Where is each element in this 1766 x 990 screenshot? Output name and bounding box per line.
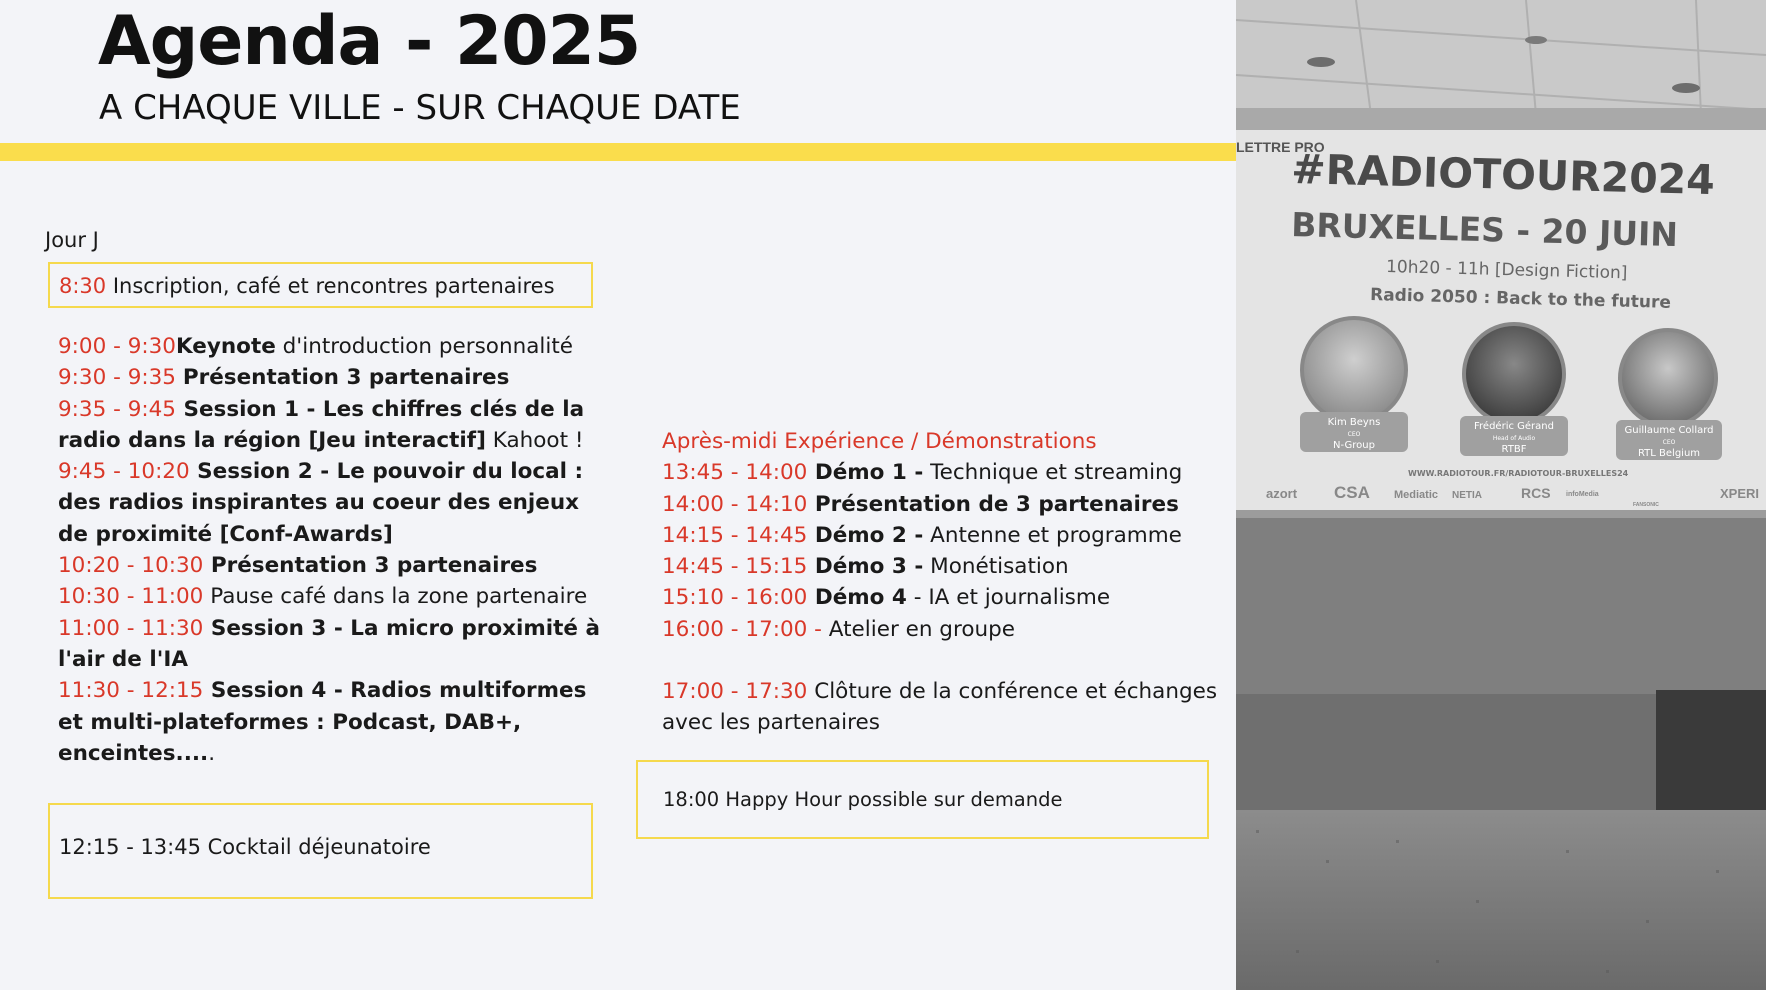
morning-schedule: [58, 331, 608, 769]
photo-city-date: BRUXELLES - 20 JUIN: [1290, 205, 1679, 255]
svg-text:CEO: CEO: [1347, 431, 1361, 438]
registration-time: 8:30: [59, 274, 107, 298]
svg-text:Head of Audio: Head of Audio: [1492, 435, 1536, 442]
svg-text:RTBF: RTBF: [1501, 444, 1527, 455]
photo-url: WWW.RADIOTOUR.FR/RADIOTOUR-BRUXELLES24: [1408, 469, 1629, 478]
schedule-item: 10:20 - 10:30 Présentation 3 partenaires: [58, 553, 538, 579]
schedule-item: 9:00 - 9:30Keynote d'introduction personnalité: [58, 334, 573, 359]
registration-box: [48, 262, 593, 308]
schedule-item: 9:30 - 9:35 Présentation 3 partenaires: [58, 365, 510, 391]
afternoon-schedule: [662, 426, 1222, 739]
lunch-text: 12:15 - 13:45 Cocktail déjeunatoire: [59, 835, 431, 859]
svg-text:infoMedia: infoMedia: [1566, 491, 1599, 498]
svg-text:RCS: RCS: [1521, 485, 1551, 501]
happy-hour-box: [636, 760, 1209, 839]
svg-text:NETIA: NETIA: [1452, 490, 1482, 501]
afternoon-title: Après-midi Expérience / Démonstrations: [662, 429, 1097, 454]
photo-hashtag: #RADIOTOUR2024: [1290, 145, 1716, 205]
svg-text:CSA: CSA: [1334, 483, 1370, 502]
photo-session-title: Radio 2050 : Back to the future: [1369, 285, 1672, 313]
schedule-item: 14:15 - 14:45 Démo 2 - Antenne et programme: [662, 522, 1182, 548]
closing-item: 17:00 - 17:30 Clôture de la conférence et échanges avec les partenaires: [662, 679, 1218, 736]
event-photo: [1236, 0, 1766, 990]
schedule-item: 11:30 - 12:15 Session 4 - Radios multiformes et multi-plateformes : Podcast, DAB+, enceintes.....: [58, 678, 587, 766]
schedule-item: 10:30 - 11:00 Pause café dans la zone partenaire: [58, 584, 588, 610]
schedule-item: 11:00 - 11:30 Session 3 - La micro proximité à l'air de l'IA: [58, 615, 600, 672]
page-subtitle: A CHAQUE VILLE - SUR CHAQUE DATE: [99, 88, 741, 128]
registration-text: Inscription, café et rencontres partenaires: [106, 274, 555, 298]
lunch-box: [48, 803, 593, 899]
svg-text:CEO: CEO: [1662, 439, 1676, 446]
page-title: Agenda - 2025: [98, 2, 641, 81]
svg-text:FANSONIC: FANSONIC: [1633, 502, 1659, 508]
svg-text:azort: azort: [1266, 486, 1298, 501]
day-label: Jour J: [45, 228, 99, 252]
schedule-item: 13:45 - 14:00 Démo 1 - Technique et streaming: [662, 460, 1183, 486]
svg-text:Mediatic: Mediatic: [1394, 489, 1439, 501]
svg-text:RTL Belgium: RTL Belgium: [1637, 448, 1701, 459]
photo-logo: LETTRE PRO: [1236, 139, 1325, 155]
svg-text:Guillaume Collard: Guillaume Collard: [1624, 425, 1714, 436]
photo-session-time: 10h20 - 11h [Design Fiction]: [1385, 257, 1628, 284]
schedule-item: 14:00 - 14:10 Présentation de 3 partenaires: [662, 491, 1179, 517]
happy-hour-text: 18:00 Happy Hour possible sur demande: [663, 788, 1063, 811]
header-divider: [0, 143, 1236, 161]
svg-text:XPERI: XPERI: [1720, 486, 1760, 501]
svg-text:Kim Beyns: Kim Beyns: [1327, 417, 1381, 428]
svg-text:N-Group: N-Group: [1333, 440, 1375, 451]
schedule-item: 14:45 - 15:15 Démo 3 - Monétisation: [662, 554, 1069, 580]
schedule-item: 16:00 - 17:00 - Atelier en groupe: [662, 616, 1015, 642]
schedule-item: 15:10 - 16:00 Démo 4 - IA et journalisme: [662, 585, 1111, 611]
svg-text:Frédéric Gérand: Frédéric Gérand: [1474, 421, 1554, 432]
schedule-item: 9:35 - 9:45 Session 1 - Les chiffres clés de la radio dans la région [Jeu interactif] Kahoot !: [58, 396, 585, 453]
schedule-item: 9:45 - 10:20 Session 2 - Le pouvoir du local : des radios inspirantes au coeur des enjeux de proximité [Conf-Awards]: [58, 459, 584, 547]
